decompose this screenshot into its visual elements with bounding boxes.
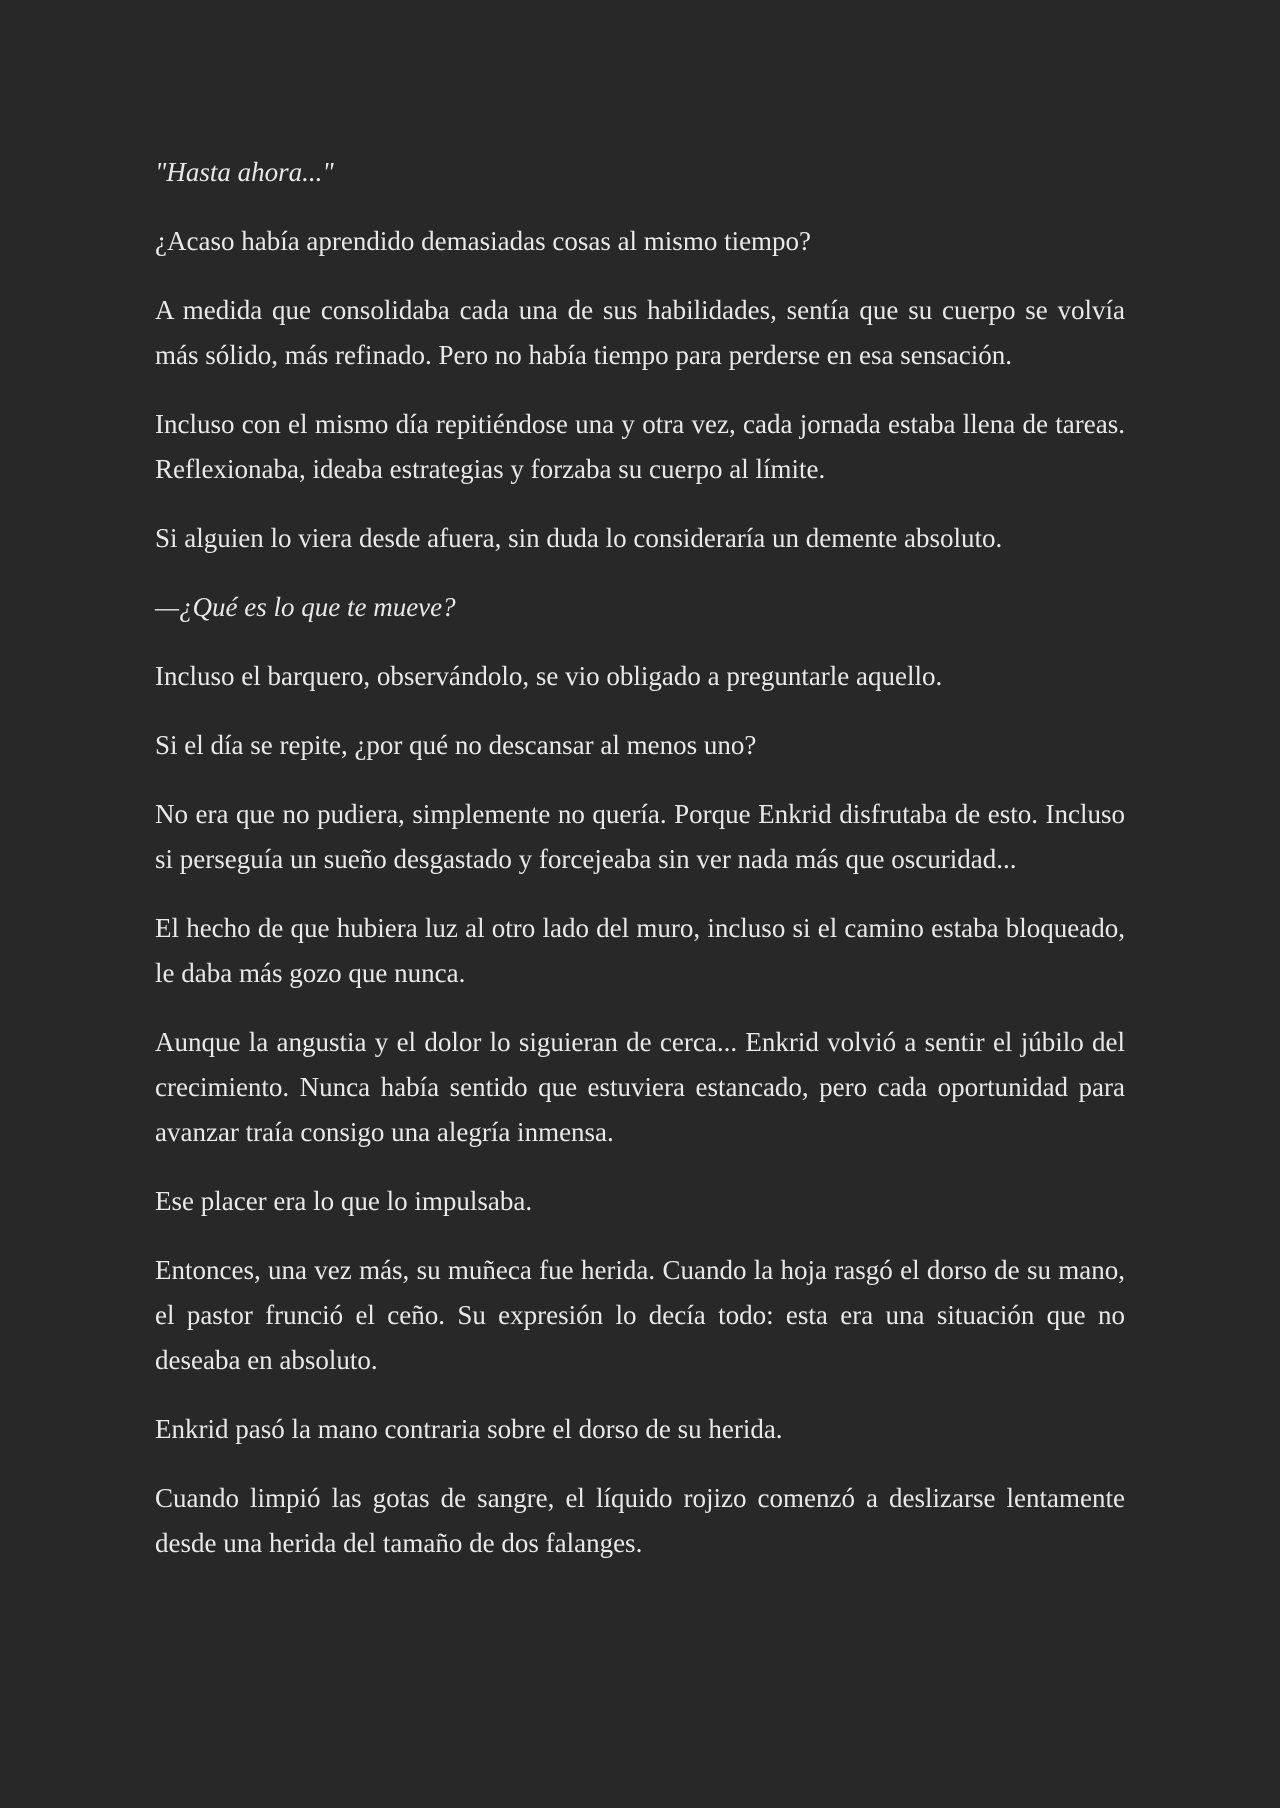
paragraph: Cuando limpió las gotas de sangre, el líquido rojizo comenzó a deslizarse lentamente desde una herida del tamaño de dos falanges. [155, 1483, 1125, 1558]
paragraph-dialogue: —¿Qué es lo que te mueve? [155, 592, 456, 622]
paragraph: Si el día se repite, ¿por qué no descansar al menos uno? [155, 730, 757, 760]
paragraph: Aunque la angustia y el dolor lo siguieran de cerca... Enkrid volvió a sentir el júbilo del crecimiento. Nunca había sentido que estuviera estancado, pero cada oportunidad para avanzar traía consigo una alegría inmensa. [155, 1027, 1125, 1147]
paragraph: A medida que consolidaba cada una de sus habilidades, sentía que su cuerpo se volvía más sólido, más refinado. Pero no había tiempo para perderse en esa sensación. [155, 295, 1125, 370]
paragraph: Incluso el barquero, observándolo, se vio obligado a preguntarle aquello. [155, 661, 943, 691]
paragraph: Incluso con el mismo día repitiéndose una y otra vez, cada jornada estaba llena de tareas. Reflexionaba, ideaba estrategias y forzaba su cuerpo al límite. [155, 409, 1125, 484]
paragraph: El hecho de que hubiera luz al otro lado del muro, incluso si el camino estaba bloqueado, le daba más gozo que nunca. [155, 913, 1125, 988]
chapter-text [155, 150, 1125, 1590]
paragraph: No era que no pudiera, simplemente no quería. Porque Enkrid disfrutaba de esto. Incluso si perseguía un sueño desgastado y forcejeaba sin ver nada más que oscuridad... [155, 799, 1125, 874]
paragraph-quote: "Hasta ahora..." [155, 157, 334, 187]
paragraph: Entonces, una vez más, su muñeca fue herida. Cuando la hoja rasgó el dorso de su mano, el pastor frunció el ceño. Su expresión lo decía todo: esta era una situación que no deseaba en absoluto. [155, 1255, 1125, 1375]
paragraph: Ese placer era lo que lo impulsaba. [155, 1186, 533, 1216]
paragraph: Enkrid pasó la mano contraria sobre el dorso de su herida. [155, 1414, 783, 1444]
paragraph: Si alguien lo viera desde afuera, sin duda lo consideraría un demente absoluto. [155, 523, 1003, 553]
paragraph: ¿Acaso había aprendido demasiadas cosas al mismo tiempo? [155, 226, 812, 256]
